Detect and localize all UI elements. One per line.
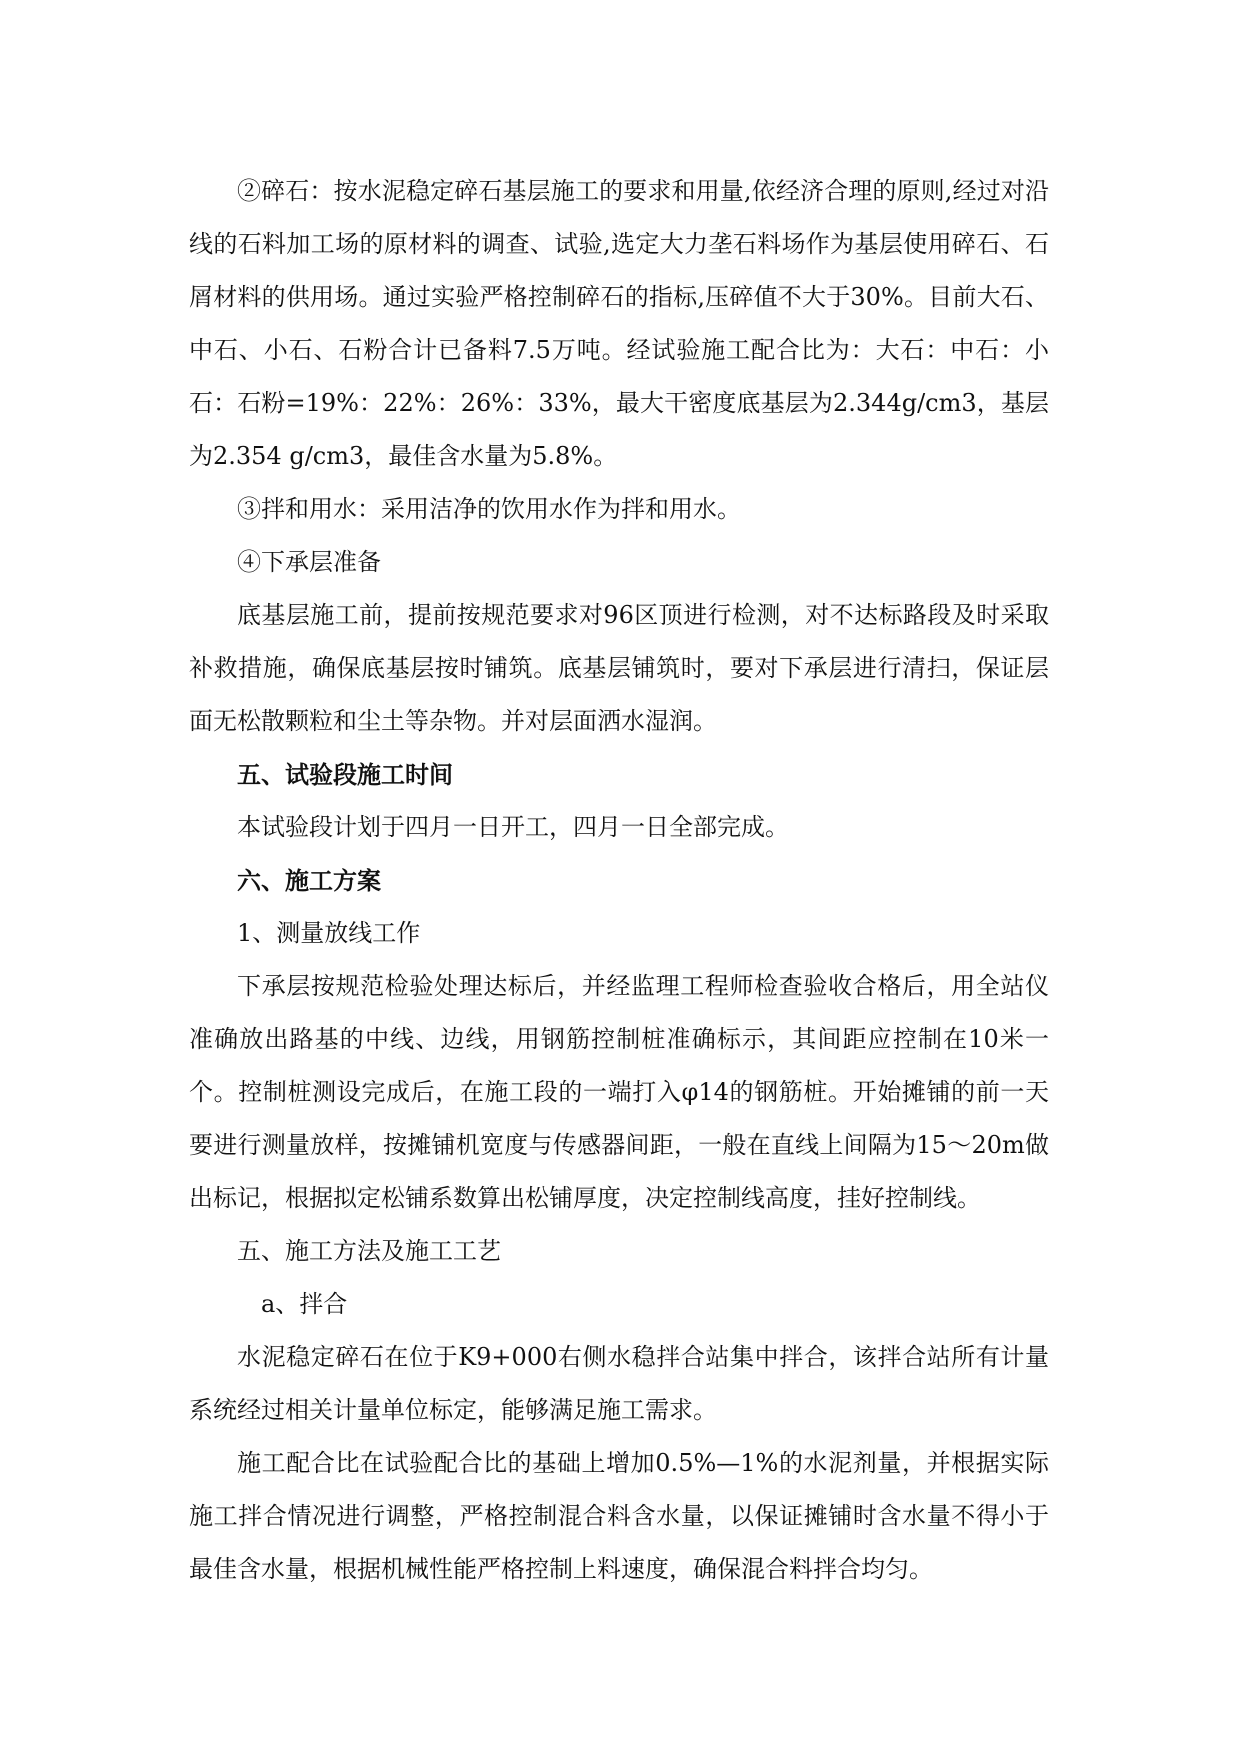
- paragraph-sublayer-prep-title: ④下承层准备: [237, 548, 381, 576]
- paragraph-crushed-stone: ②碎石：按水泥稳定碎石基层施工的要求和用量,依经济合理的原则,经过对沿线的石料加工场的原材料的调查、试验,选定大力垄石料场作为基层使用碎石、石屑材料的供用场。通过实验严格控制碎石的指标,压碎值不大于30%。目前大石、中石、小石、石粉合计已备料7.5万吨。经试验施工配合比为：大石：中石：小石：石粉=19%：22%：26%：33%，最大干密度底基层为2.344g/cm3，基层为2.354 g/cm3，最佳含水量为5.8%。: [189, 177, 1049, 470]
- paragraph-mixing-station: 水泥稳定碎石在位于K9+000右侧水稳拌合站集中拌合，该拌合站所有计量系统经过相关计量单位标定，能够满足施工需求。: [189, 1343, 1049, 1424]
- section-heading-construction-plan: 六、施工方案: [237, 866, 381, 895]
- subheading-methods: 五、施工方法及施工工艺: [237, 1237, 501, 1265]
- subheading-mixing: a、拌合: [261, 1290, 348, 1318]
- paragraph-mix-ratio: 施工配合比在试验配合比的基础上增加0.5%—1%的水泥剂量，并根据实际施工拌合情况进行调整，严格控制混合料含水量，以保证摊铺时含水量不得小于最佳含水量，根据机械性能严格控制上料速度，确保混合料拌合均匀。: [189, 1449, 1049, 1583]
- paragraph-survey: 下承层按规范检验处理达标后，并经监理工程师检查验收合格后，用全站仪准确放出路基的中线、边线，用钢筋控制桩准确标示，其间距应控制在10米一个。控制桩测设完成后，在施工段的一端打入φ14的钢筋桩。开始摊铺的前一天要进行测量放样，按摊铺机宽度与传感器间距，一般在直线上间隔为15～20m做出标记，根据拟定松铺系数算出松铺厚度，决定控制线高度，挂好控制线。: [189, 972, 1049, 1212]
- section-heading-test-schedule: 五、试验段施工时间: [237, 760, 453, 789]
- subheading-survey: 1、测量放线工作: [237, 919, 421, 947]
- document-body: [189, 165, 1049, 1596]
- paragraph-sublayer-prep: 底基层施工前，提前按规范要求对96区顶进行检测，对不达标路段及时采取补救措施，确保底基层按时铺筑。底基层铺筑时，要对下承层进行清扫，保证层面无松散颗粒和尘土等杂物。并对层面洒水湿润。: [189, 601, 1049, 735]
- paragraph-mixing-water: ③拌和用水：采用洁净的饮用水作为拌和用水。: [237, 495, 741, 523]
- paragraph-test-schedule: 本试验段计划于四月一日开工，四月一日全部完成。: [237, 813, 789, 841]
